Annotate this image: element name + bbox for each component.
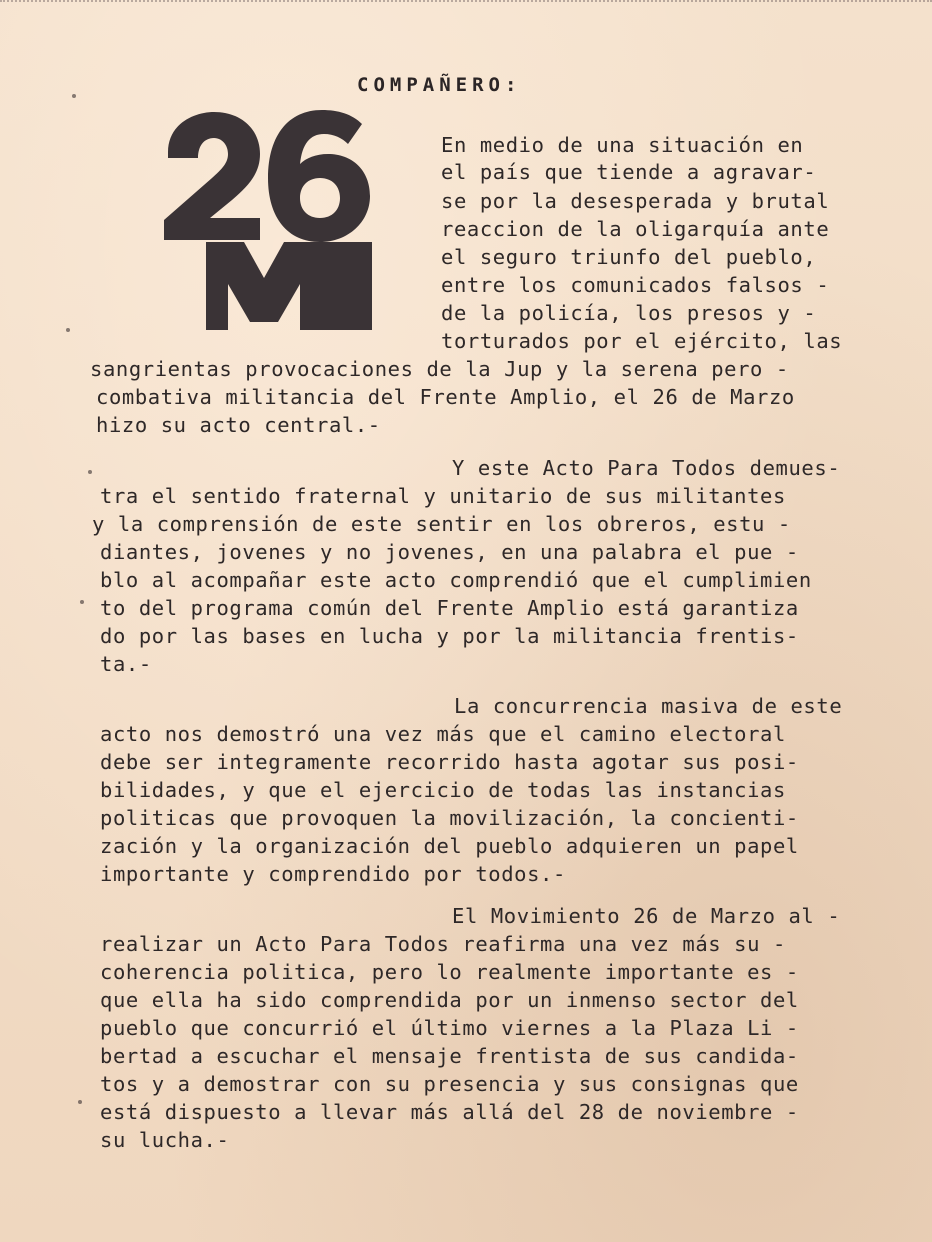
text-line: to del programa común del Frente Amplio está garantiza — [100, 596, 799, 620]
text-line: el país que tiende a agravar- — [441, 160, 817, 184]
text-line: torturados por el ejército, las — [441, 329, 843, 353]
text-line: está dispuesto a llevar más allá del 28 de noviembre - — [100, 1100, 799, 1124]
text-line: entre los comunicados falsos - — [441, 273, 830, 297]
top-edge-dots — [0, 0, 932, 16]
text-line: pueblo que concurrió el último viernes a la Plaza Li - — [100, 1016, 799, 1040]
text-line: sangrientas provocaciones de la Jup y la serena pero - — [90, 357, 789, 381]
ink-speck — [80, 600, 84, 604]
text-line: tos y a demostrar con su presencia y sus consignas que — [100, 1072, 799, 1096]
text-line: La concurrencia masiva de este — [454, 694, 843, 718]
text-line: el seguro triunfo del pueblo, — [441, 245, 817, 269]
text-line: que ella ha sido comprendida por un inmenso sector del — [100, 988, 799, 1012]
text-line: importante y comprendido por todos.- — [100, 862, 566, 886]
movement-26-logo — [150, 108, 376, 334]
text-line: debe ser integramente recorrido hasta agotar sus posi- — [100, 750, 799, 774]
ink-speck — [66, 328, 70, 332]
text-line: su lucha.- — [100, 1128, 230, 1152]
text-line: coherencia politica, pero lo realmente importante es - — [100, 960, 799, 984]
text-line: En medio de una situación en — [441, 133, 804, 157]
text-line: ta.- — [100, 652, 152, 676]
text-line: reaccion de la oligarquía ante — [441, 217, 830, 241]
text-line: Y este Acto Para Todos demues- — [452, 456, 841, 480]
text-line: se por la desesperada y brutal — [441, 189, 830, 213]
ink-speck — [72, 94, 76, 98]
text-line: tra el sentido fraternal y unitario de sus militantes — [100, 484, 786, 508]
text-line: politicas que provoquen la movilización, la concienti- — [100, 806, 799, 830]
text-line: do por las bases en lucha y por la militancia frentis- — [100, 624, 799, 648]
text-line: hizo su acto central.- — [96, 413, 381, 437]
text-line: de la policía, los presos y - — [441, 301, 817, 325]
text-line: y la comprensión de este sentir en los obreros, estu - — [92, 512, 791, 536]
text-line: blo al acompañar este acto comprendió que el cumplimien — [100, 568, 812, 592]
page-title: COMPAÑERO: — [357, 74, 522, 96]
text-line: acto nos demostró una vez más que el camino electoral — [100, 722, 786, 746]
text-line: bertad a escuchar el mensaje frentista de sus candida- — [100, 1044, 799, 1068]
ink-speck — [88, 470, 92, 474]
text-line: diantes, jovenes y no jovenes, en una palabra el pue - — [100, 540, 799, 564]
text-line: El Movimiento 26 de Marzo al - — [452, 904, 841, 928]
text-line: realizar un Acto Para Todos reafirma una vez más su - — [100, 932, 786, 956]
ink-speck — [78, 1100, 82, 1104]
text-line: bilidades, y que el ejercicio de todas las instancias — [100, 778, 786, 802]
text-line: combativa militancia del Frente Amplio, el 26 de Marzo — [96, 385, 795, 409]
text-line: zación y la organización del pueblo adquieren un papel — [100, 834, 799, 858]
